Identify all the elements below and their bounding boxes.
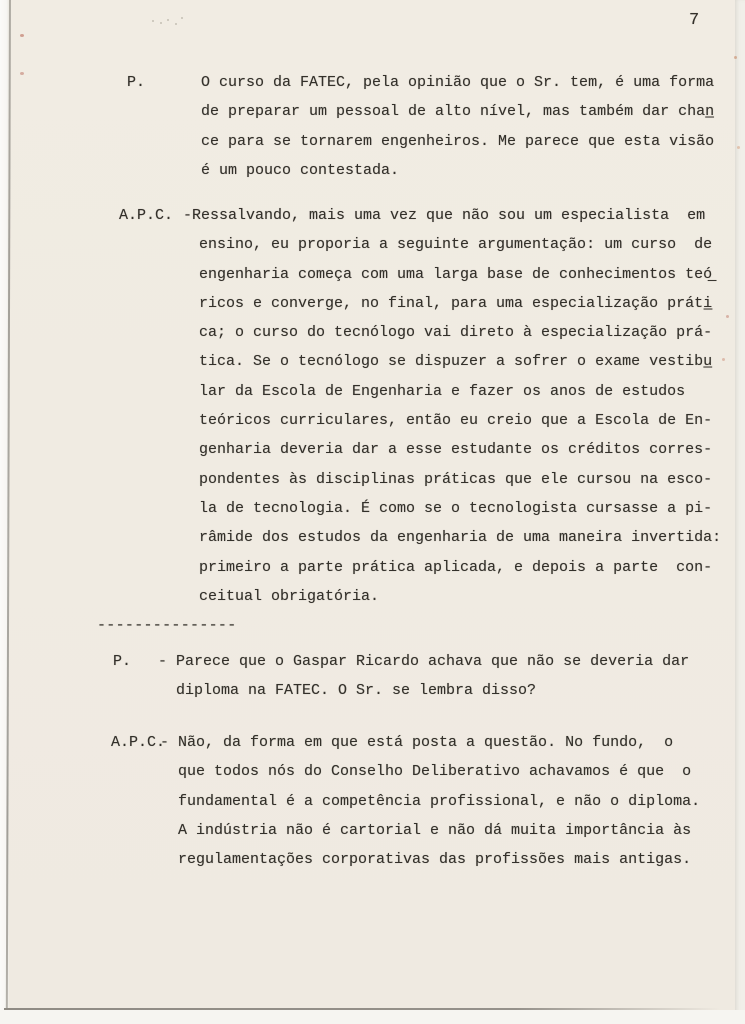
text-line: O curso da FATEC, pela opinião que o Sr. tem, é uma forma — [201, 74, 715, 91]
text-line: primeiro a parte prática aplicada, e depois a parte con- — [199, 558, 713, 576]
speaker-label: P. — [113, 653, 132, 670]
text-line: - Não, da forma em que está posta a questão. No fundo, o — [160, 734, 674, 751]
text-line: - Parece que o Gaspar Ricardo achava que não se deveria dar — [158, 653, 690, 670]
scan-edge-bottom-line — [4, 1008, 735, 1010]
paper-speck — [722, 358, 725, 361]
qa-block-answer-1 — [119, 201, 722, 611]
paper-speck — [737, 146, 740, 149]
page-number: 7 — [689, 11, 700, 30]
text-line: engenharia começa com uma larga base de conhecimentos teó̲ — [199, 265, 713, 283]
text-line: genharia deveria dar a esse estudante os créditos corres- — [199, 441, 713, 459]
text-line: ce para se tornarem engenheiros. Me parece que esta visão — [201, 132, 715, 150]
text-line: é um pouco contestada. — [201, 161, 400, 179]
text-line: ceitual obrigatória. — [199, 587, 380, 605]
paper-speck — [726, 315, 729, 318]
text-line: tica. Se o tecnólogo se dispuzer a sofrer o exame vestibu̲ — [199, 353, 713, 371]
text-line: que todos nós do Conselho Deliberativo achavamos é que o — [178, 763, 692, 781]
text-line: lar da Escola de Engenharia e fazer os anos de estudos — [199, 382, 686, 400]
paper-speck — [20, 72, 24, 75]
dashed-separator: --------------- — [97, 617, 237, 634]
text-line: fundamental é a competência profissional, e não o diploma. — [178, 792, 701, 810]
paper-speck — [20, 34, 24, 37]
scan-edge-bottom — [0, 1010, 745, 1024]
text-line: râmide dos estudos da engenharia de uma maneira invertida: — [199, 529, 722, 547]
scan-edge-right — [735, 0, 745, 1024]
text-line: A indústria não é cartorial e não dá muita importância às — [178, 821, 692, 839]
qa-block-question-1 — [127, 68, 715, 185]
paper-speck — [734, 56, 737, 59]
text-line: -Ressalvando, mais uma vez que não sou um especialista em — [183, 207, 706, 224]
qa-block-question-2 — [113, 647, 690, 706]
text-line: ricos e converge, no final, para uma especialização práti̲ — [199, 294, 713, 312]
text-line: ensino, eu proporia a seguinte argumentação: um curso de — [199, 236, 713, 254]
text-line: de preparar um pessoal de alto nível, mas também dar chan̲ — [201, 103, 715, 121]
text-line: regulamentações corporativas das profissões mais antigas. — [178, 851, 692, 869]
speaker-label: P. — [127, 74, 146, 91]
text-line: la de tecnologia. É como se o tecnologista cursasse a pi- — [199, 499, 713, 517]
qa-block-answer-2 — [111, 728, 701, 874]
speaker-label: A.P.C. — [111, 734, 166, 751]
text-line: teóricos curriculares, então eu creio que a Escola de En- — [199, 412, 713, 430]
text-line: pondentes às disciplinas práticas que ele cursou na esco- — [199, 470, 713, 488]
text-line: ca; o curso do tecnólogo vai direto à especialização prá- — [199, 324, 713, 342]
speaker-label: A.P.C. — [119, 207, 174, 224]
text-line: diploma na FATEC. O Sr. se lembra disso? — [176, 682, 537, 700]
